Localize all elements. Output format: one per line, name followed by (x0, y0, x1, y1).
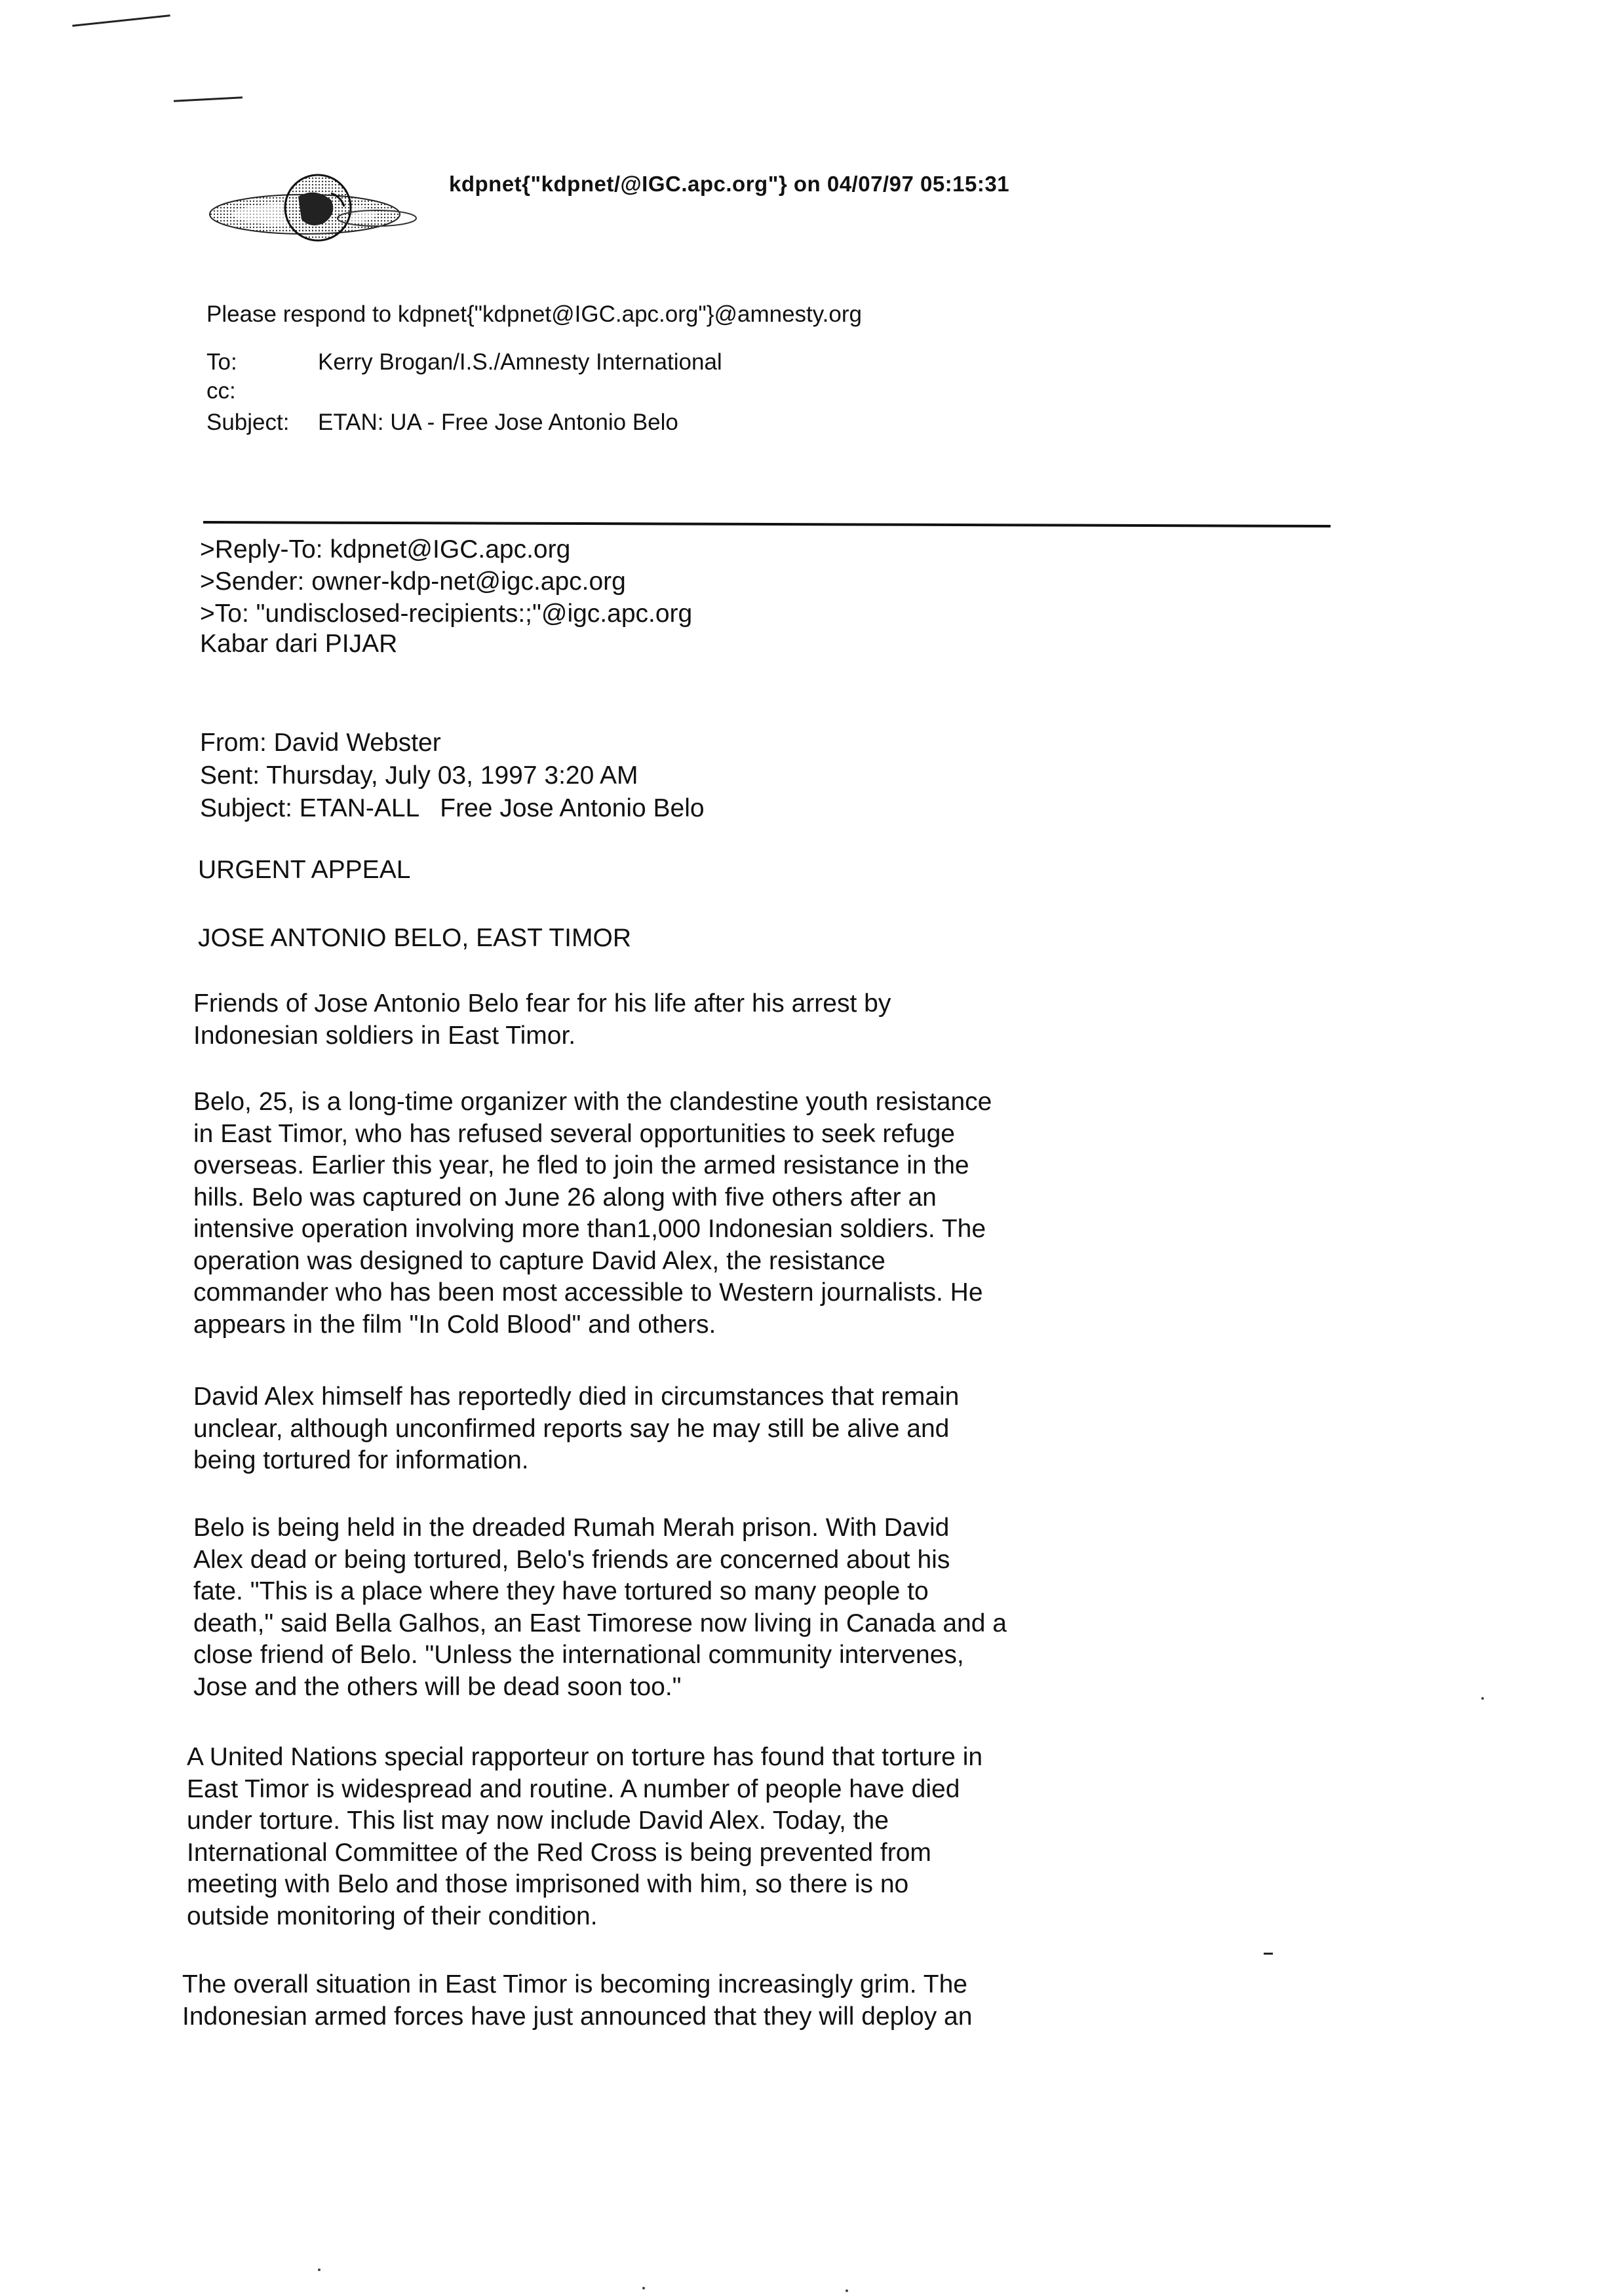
header-divider (203, 521, 1331, 527)
paragraph-5 (187, 1742, 983, 1932)
paragraph-line: close friend of Belo. "Unless the international community intervenes, (193, 1641, 964, 1669)
subject-label: Subject: (206, 410, 290, 435)
paragraph-line: meeting with Belo and those imprisoned with him, so there is no (187, 1870, 909, 1898)
to-label: To: (206, 349, 237, 375)
to-row (206, 349, 722, 375)
heading-subject-person: JOSE ANTONIO BELO, EAST TIMOR (198, 924, 632, 952)
cc-label: cc: (206, 378, 236, 404)
paragraph-line: being tortured for information. (193, 1446, 529, 1474)
paragraph-line: outside monitoring of their condition. (187, 1902, 598, 1930)
subject-row (206, 410, 678, 436)
forward-to: >To: "undisclosed-recipients:;"@igc.apc.org (200, 600, 693, 628)
paragraph-line: under torture. This list may now include David Alex. Today, the (187, 1807, 889, 1835)
paragraph-line: East Timor is widespread and routine. A number of people have died (187, 1774, 960, 1803)
paragraph-line: International Committee of the Red Cross is being prevented from (187, 1838, 931, 1867)
paragraph-line: unclear, although unconfirmed reports say he may still be alive and (193, 1414, 950, 1443)
respond-line: Please respond to kdpnet{"kdpnet@IGC.apc.org"}@amnesty.org (206, 301, 862, 327)
paragraph-line: appears in the film "In Cold Blood" and others. (193, 1310, 716, 1339)
scan-speck (846, 2289, 848, 2292)
scan-speck (1481, 1697, 1484, 1700)
message-from: From: David Webster (200, 729, 441, 757)
sender-line: kdpnet{"kdpnet/@IGC.apc.org"} on 04/07/97 05:15:31 (449, 172, 1010, 196)
paragraph-6 (182, 1969, 972, 2033)
paragraph-line: operation was designed to capture David Alex, the resistance (193, 1246, 885, 1275)
forward-sender: >Sender: owner-kdp-net@igc.apc.org (200, 567, 626, 596)
paragraph-line: commander who has been most accessible to Western journalists. He (193, 1278, 983, 1307)
message-subject: Subject: ETAN-ALL Free Jose Antonio Belo (200, 794, 705, 822)
paragraph-line: Jose and the others will be dead soon too." (193, 1672, 682, 1701)
forward-reply-to: >Reply-To: kdpnet@IGC.apc.org (200, 535, 571, 564)
paragraph-line: Belo, 25, is a long-time organizer with the clandestine youth resistance (193, 1088, 992, 1116)
scan-mark (174, 96, 243, 102)
paragraph-line: intensive operation involving more than1,000 Indonesian soldiers. The (193, 1215, 986, 1243)
scan-mark (1264, 1953, 1273, 1955)
heading-urgent-appeal: URGENT APPEAL (198, 856, 411, 884)
paragraph-line: Friends of Jose Antonio Belo fear for his life after his arrest by (193, 989, 891, 1018)
paragraph-line: Indonesian armed forces have just announced that they will deploy an (182, 2002, 973, 2031)
paragraph-2 (193, 1086, 992, 1341)
scan-mark (72, 14, 170, 27)
paragraph-line: in East Timor, who has refused several opportunities to seek refuge (193, 1119, 955, 1148)
message-sent: Sent: Thursday, July 03, 1997 3:20 AM (200, 761, 638, 790)
to-value: Kerry Brogan/I.S./Amnesty International (318, 349, 722, 375)
paragraph-1 (193, 988, 891, 1052)
forward-source: Kabar dari PIJAR (200, 630, 398, 658)
scan-speck (318, 2268, 321, 2271)
paragraph-line: The overall situation in East Timor is becoming increasingly grim. The (182, 1970, 967, 1999)
scan-speck (642, 2287, 645, 2289)
paragraph-line: fate. "This is a place where they have tortured so many people to (193, 1577, 929, 1605)
globe-logo-icon (206, 167, 423, 252)
paragraph-line: Alex dead or being tortured, Belo's friends are concerned about his (193, 1545, 950, 1574)
paragraph-line: Belo is being held in the dreaded Rumah Merah prison. With David (193, 1514, 950, 1542)
paragraph-line: Indonesian soldiers in East Timor. (193, 1021, 576, 1050)
paragraph-line: hills. Belo was captured on June 26 along with five others after an (193, 1183, 937, 1212)
paragraph-4 (193, 1512, 1007, 1703)
paragraph-line: overseas. Earlier this year, he fled to join the armed resistance in the (193, 1151, 969, 1179)
paragraph-line: David Alex himself has reportedly died in circumstances that remain (193, 1383, 960, 1411)
paragraph-line: death," said Bella Galhos, an East Timorese now living in Canada and a (193, 1609, 1007, 1637)
paragraph-line: A United Nations special rapporteur on torture has found that torture in (187, 1743, 983, 1771)
subject-value: ETAN: UA - Free Jose Antonio Belo (318, 410, 678, 435)
paragraph-3 (193, 1381, 959, 1477)
cc-row (206, 378, 318, 404)
